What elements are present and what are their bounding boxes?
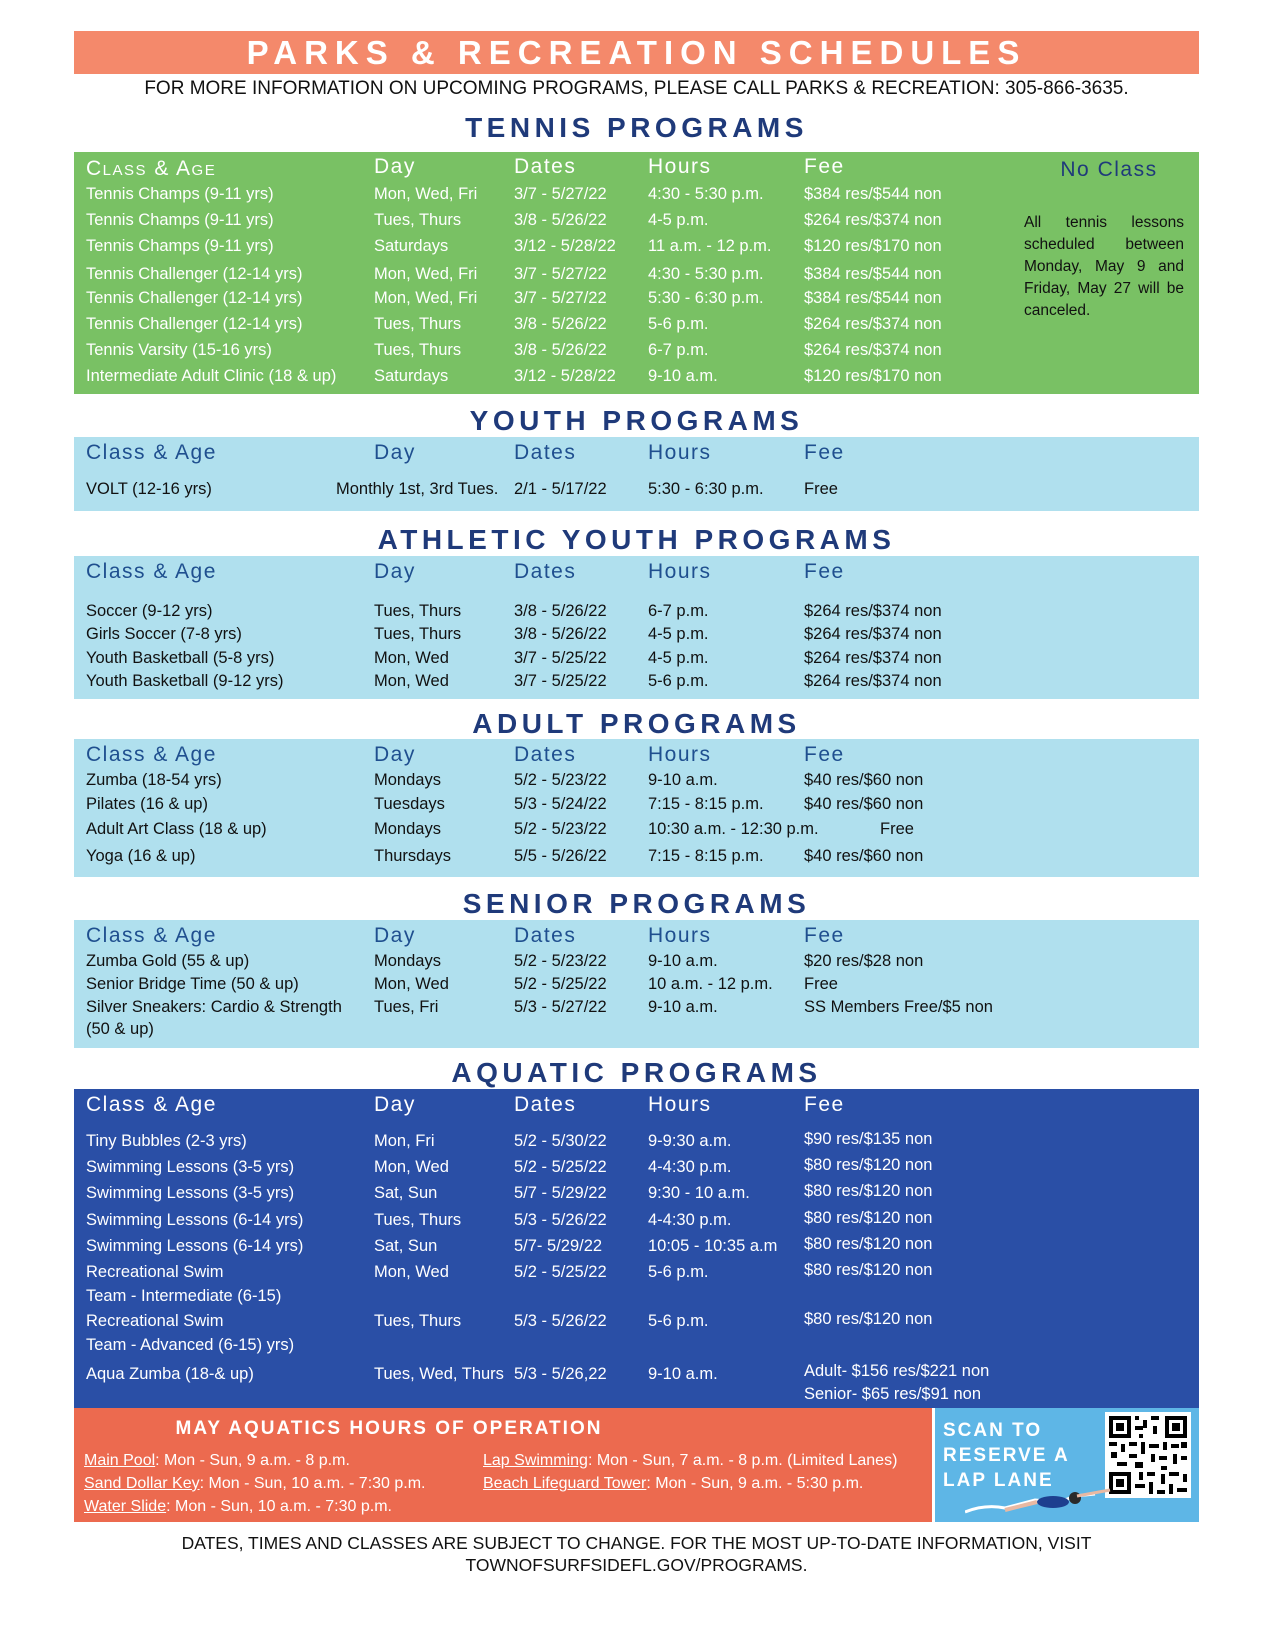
aquatic-hours: 10:05 - 10:35 a.m <box>648 1237 778 1255</box>
aquatic-dates: 5/3 - 5/26/22 <box>514 1312 607 1330</box>
adult-title: ADULT PROGRAMS <box>472 708 801 739</box>
header-dates: Dates <box>514 1093 577 1116</box>
senior-fee: $20 res/$28 non <box>804 952 924 970</box>
aquatic-dates: 5/3 - 5/26/22 <box>514 1211 607 1229</box>
tennis-class: Tennis Challenger (12-14 yrs) <box>86 289 303 307</box>
header-fee: Fee <box>804 924 845 947</box>
tennis-day: Mon, Wed, Fri <box>374 265 478 283</box>
aquatic-class: Swimming Lessons (6-14 yrs) <box>86 1237 304 1255</box>
water-slide-text: : Mon - Sun, 10 a.m. - 7:30 p.m. <box>166 1498 392 1515</box>
main-pool-label: Main Pool <box>84 1452 156 1469</box>
footer-note <box>74 1532 1199 1576</box>
tennis-dates: 3/7 - 5/27/22 <box>514 185 607 203</box>
athletic-class: Soccer (9-12 yrs) <box>86 602 213 620</box>
athletic-hours: 4-5 p.m. <box>648 625 709 643</box>
tennis-section <box>74 152 1199 394</box>
tennis-fee: $264 res/$374 non <box>804 341 942 359</box>
header-day: Day <box>374 924 416 947</box>
aquatic-class-line2: Team - Advanced (6-15) yrs) <box>86 1336 295 1354</box>
tennis-hours: 5-6 p.m. <box>648 315 709 333</box>
tennis-day: Tues, Thurs <box>374 341 462 359</box>
adult-hours: 7:15 - 8:15 p.m. <box>648 847 764 865</box>
tennis-day: Mon, Wed, Fri <box>374 289 478 307</box>
aquatic-hours: 4-4:30 p.m. <box>648 1211 732 1229</box>
tennis-hours: 11 a.m. - 12 p.m. <box>648 237 772 255</box>
aquatic-fee: $80 res/$120 non <box>804 1310 933 1328</box>
athletic-hours: 5-6 p.m. <box>648 672 709 690</box>
adult-class: Adult Art Class (18 & up) <box>86 820 267 838</box>
tennis-class: Tennis Champs (9-11 yrs) <box>86 185 274 203</box>
aquatic-fee: $80 res/$120 non <box>804 1182 933 1200</box>
header-day: Day <box>374 441 416 464</box>
header-day: Day <box>374 155 416 178</box>
tennis-dates: 3/12 - 5/28/22 <box>514 237 616 255</box>
header-fee: Fee <box>804 1093 845 1116</box>
tennis-day: Tues, Thurs <box>374 315 462 333</box>
tennis-fee: $384 res/$544 non <box>804 265 942 283</box>
youth-hours: 5:30 - 6:30 p.m. <box>648 480 764 498</box>
header-hours: Hours <box>648 560 712 583</box>
athletic-dates: 3/8 - 5/26/22 <box>514 625 607 643</box>
athletic-day: Mon, Wed <box>374 672 449 690</box>
athletic-hours: 6-7 p.m. <box>648 602 709 620</box>
qr-code-icon[interactable] <box>1105 1412 1191 1498</box>
athletic-dates: 3/7 - 5/25/22 <box>514 672 607 690</box>
hours-title: MAY AQUATICS HOURS OF OPERATION <box>175 1418 603 1439</box>
footer-url[interactable]: TOWNOFSURFSIDEFL.GOV/PROGRAMS. <box>465 1555 808 1575</box>
header-class: Class & Age <box>86 1093 217 1116</box>
header-dates: Dates <box>514 924 577 947</box>
youth-day: Monthly 1st, 3rd Tues. <box>336 480 499 498</box>
no-class-notice: All tennis lessons scheduled between Monday, May 9 and Friday, May 27 will be canceled. <box>1024 214 1184 319</box>
athletic-day: Tues, Thurs <box>374 625 462 643</box>
header-fee: Fee <box>804 441 845 464</box>
athletic-title: ATHLETIC YOUTH PROGRAMS <box>377 524 896 555</box>
tennis-day: Saturdays <box>374 367 449 385</box>
aquatic-dates: 5/2 - 5/25/22 <box>514 1263 607 1281</box>
swimmer-icon <box>965 1486 1115 1520</box>
senior-day: Mon, Wed <box>374 975 449 993</box>
lap-swimming-text: : Mon - Sun, 7 a.m. - 8 p.m. (Limited Lanes) <box>587 1452 898 1469</box>
aquatic-class: Swimming Lessons (3-5 yrs) <box>86 1158 295 1176</box>
adult-day: Tuesdays <box>374 795 445 813</box>
adult-dates: 5/3 - 5/24/22 <box>514 795 607 813</box>
header-hours: Hours <box>648 155 712 178</box>
senior-dates: 5/2 - 5/25/22 <box>514 975 607 993</box>
header-fee: Fee <box>804 155 845 178</box>
main-pool-hours <box>84 1450 350 1472</box>
header-class: Class & Age <box>86 743 217 766</box>
tennis-hours: 4:30 - 5:30 p.m. <box>648 185 764 203</box>
hours-of-operation <box>74 1408 932 1522</box>
tennis-dates: 3/12 - 5/28/22 <box>514 367 616 385</box>
scan-line-1: SCAN TO <box>943 1420 1043 1441</box>
athletic-fee: $264 res/$374 non <box>804 602 942 620</box>
lap-swimming-hours <box>483 1450 897 1472</box>
header-dates: Dates <box>514 155 577 178</box>
youth-class: VOLT (12-16 yrs) <box>86 480 212 498</box>
athletic-dates: 3/7 - 5/25/22 <box>514 649 607 667</box>
aquatic-fee: $80 res/$120 non <box>804 1235 933 1253</box>
tennis-fee: $120 res/$170 non <box>804 367 942 385</box>
aquatic-fee: $80 res/$120 non <box>804 1156 933 1174</box>
adult-day: Mondays <box>374 820 441 838</box>
senior-class-line2: (50 & up) <box>86 1020 154 1038</box>
youth-title: YOUTH PROGRAMS <box>469 405 804 436</box>
scan-line-3: LAP LANE <box>943 1470 1054 1491</box>
header-class: Class & Age <box>86 924 217 947</box>
aquatic-class: Swimming Lessons (3-5 yrs) <box>86 1184 295 1202</box>
adult-day: Thursdays <box>374 847 452 865</box>
tennis-class: Tennis Champs (9-11 yrs) <box>86 237 274 255</box>
sand-dollar-text: : Mon - Sun, 10 a.m. - 7:30 p.m. <box>199 1475 426 1492</box>
water-slide-label: Water Slide <box>84 1498 167 1515</box>
header-hours: Hours <box>648 1093 712 1116</box>
aquatic-class: Recreational Swim <box>86 1312 224 1330</box>
header-class: Class & Age <box>86 157 217 180</box>
senior-fee: SS Members Free/$5 non <box>804 998 993 1016</box>
aquatic-day: Tues, Thurs <box>374 1312 462 1330</box>
beach-tower-hours <box>483 1473 863 1495</box>
athletic-fee: $264 res/$374 non <box>804 672 942 690</box>
adult-dates: 5/2 - 5/23/22 <box>514 820 607 838</box>
adult-fee: $40 res/$60 non <box>804 795 924 813</box>
footer-line-1: DATES, TIMES AND CLASSES ARE SUBJECT TO CHANGE. FOR THE MOST UP-TO-DATE INFORMATION, VISIT <box>181 1533 1092 1553</box>
water-slide-hours <box>84 1496 392 1518</box>
adult-class: Yoga (16 & up) <box>86 847 196 865</box>
senior-dates: 5/3 - 5/27/22 <box>514 998 607 1016</box>
tennis-day: Saturdays <box>374 237 449 255</box>
aquatic-hours: 9:30 - 10 a.m. <box>648 1184 750 1202</box>
athletic-section <box>74 556 1199 699</box>
senior-section <box>74 920 1199 1048</box>
adult-day: Mondays <box>374 771 441 789</box>
tennis-hours: 5:30 - 6:30 p.m. <box>648 289 764 307</box>
adult-section <box>74 739 1199 877</box>
senior-title: SENIOR PROGRAMS <box>462 888 811 919</box>
aquatic-hours: 5-6 p.m. <box>648 1263 709 1281</box>
aquatic-fee: $90 res/$135 non <box>804 1130 933 1148</box>
aquatic-class-line2: Team - Intermediate (6-15) <box>86 1287 282 1305</box>
adult-hours: 10:30 a.m. - 12:30 p.m. <box>648 820 819 838</box>
athletic-fee: $264 res/$374 non <box>804 649 942 667</box>
senior-hours: 9-10 a.m. <box>648 952 718 970</box>
athletic-day: Tues, Thurs <box>374 602 462 620</box>
senior-class: Silver Sneakers: Cardio & Strength <box>86 998 342 1016</box>
header-class: Class & Age <box>86 441 217 464</box>
tennis-class: Intermediate Adult Clinic (18 & up) <box>86 367 337 385</box>
athletic-hours: 4-5 p.m. <box>648 649 709 667</box>
adult-class: Pilates (16 & up) <box>86 795 208 813</box>
aquatic-hours: 9-9:30 a.m. <box>648 1132 732 1150</box>
tennis-title: TENNIS PROGRAMS <box>465 112 808 143</box>
tennis-class: Tennis Challenger (12-14 yrs) <box>86 265 303 283</box>
aquatic-hours: 5-6 p.m. <box>648 1312 709 1330</box>
adult-fee: $40 res/$60 non <box>804 771 924 789</box>
aquatic-class: Tiny Bubbles (2-3 yrs) <box>86 1132 247 1150</box>
aquatic-day: Mon, Wed <box>374 1158 449 1176</box>
info-line: FOR MORE INFORMATION ON UPCOMING PROGRAMS, PLEASE CALL PARKS & RECREATION: 305-866-3635. <box>144 78 1129 99</box>
senior-day: Tues, Fri <box>374 998 439 1016</box>
main-pool-text: : Mon - Sun, 9 a.m. - 8 p.m. <box>155 1452 350 1469</box>
tennis-fee: $264 res/$374 non <box>804 211 942 229</box>
aquatic-day: Sat, Sun <box>374 1184 438 1202</box>
adult-hours: 7:15 - 8:15 p.m. <box>648 795 764 813</box>
aquatic-fee-line2: Senior- $65 res/$91 non <box>804 1385 982 1403</box>
senior-class: Senior Bridge Time (50 & up) <box>86 975 299 993</box>
header-day: Day <box>374 743 416 766</box>
aquatic-dates: 5/3 - 5/26,22 <box>514 1365 607 1383</box>
tennis-dates: 3/8 - 5/26/22 <box>514 315 607 333</box>
header-hours: Hours <box>648 743 712 766</box>
header-day: Day <box>374 560 416 583</box>
no-class-title: No Class <box>1060 158 1158 181</box>
header-hours: Hours <box>648 441 712 464</box>
page-banner: PARKS & RECREATION SCHEDULES <box>74 31 1199 74</box>
aquatic-fee: $80 res/$120 non <box>804 1209 933 1227</box>
tennis-class: Tennis Varsity (15-16 yrs) <box>86 341 272 359</box>
youth-fee: Free <box>804 480 838 498</box>
beach-tower-label: Beach Lifeguard Tower <box>483 1475 647 1492</box>
header-dates: Dates <box>514 441 577 464</box>
senior-fee: Free <box>804 975 838 993</box>
header-dates: Dates <box>514 743 577 766</box>
senior-class: Zumba Gold (55 & up) <box>86 952 250 970</box>
aquatic-fee: $80 res/$120 non <box>804 1261 933 1279</box>
aquatic-day: Sat, Sun <box>374 1237 438 1255</box>
header-day: Day <box>374 1093 416 1116</box>
senior-hours: 9-10 a.m. <box>648 998 718 1016</box>
tennis-hours: 4-5 p.m. <box>648 211 709 229</box>
tennis-dates: 3/8 - 5/26/22 <box>514 211 607 229</box>
tennis-dates: 3/8 - 5/26/22 <box>514 341 607 359</box>
header-fee: Fee <box>804 743 845 766</box>
scan-lap-lane-panel <box>935 1408 1199 1522</box>
header-fee: Fee <box>804 560 845 583</box>
senior-hours: 10 a.m. - 12 p.m. <box>648 975 773 993</box>
tennis-dates: 3/7 - 5/27/22 <box>514 265 607 283</box>
athletic-dates: 3/8 - 5/26/22 <box>514 602 607 620</box>
youth-dates: 2/1 - 5/17/22 <box>514 480 607 498</box>
adult-hours: 9-10 a.m. <box>648 771 718 789</box>
tennis-fee: $264 res/$374 non <box>804 315 942 333</box>
tennis-day: Tues, Thurs <box>374 211 462 229</box>
header-class: Class & Age <box>86 560 217 583</box>
athletic-class: Girls Soccer (7-8 yrs) <box>86 625 242 643</box>
adult-dates: 5/2 - 5/23/22 <box>514 771 607 789</box>
sand-dollar-label: Sand Dollar Key <box>84 1475 200 1492</box>
tennis-hours: 6-7 p.m. <box>648 341 709 359</box>
athletic-class: Youth Basketball (9-12 yrs) <box>86 672 284 690</box>
aquatic-hours: 4-4:30 p.m. <box>648 1158 732 1176</box>
aquatic-day: Tues, Thurs <box>374 1211 462 1229</box>
athletic-day: Mon, Wed <box>374 649 449 667</box>
aquatic-dates: 5/2 - 5/25/22 <box>514 1158 607 1176</box>
aquatic-day: Mon, Wed <box>374 1263 449 1281</box>
adult-class: Zumba (18-54 yrs) <box>86 771 222 789</box>
header-hours: Hours <box>648 924 712 947</box>
tennis-fee: $120 res/$170 non <box>804 237 942 255</box>
aquatic-class: Aqua Zumba (18-& up) <box>86 1365 254 1383</box>
scan-caption <box>943 1418 1070 1493</box>
tennis-hours: 4:30 - 5:30 p.m. <box>648 265 764 283</box>
aquatic-class: Recreational Swim <box>86 1263 224 1281</box>
tennis-class: Tennis Champs (9-11 yrs) <box>86 211 274 229</box>
senior-day: Mondays <box>374 952 441 970</box>
adult-dates: 5/5 - 5/26/22 <box>514 847 607 865</box>
aquatic-dates: 5/7 - 5/29/22 <box>514 1184 607 1202</box>
aquatic-fee: Adult- $156 res/$221 non <box>804 1362 990 1380</box>
tennis-fee: $384 res/$544 non <box>804 185 942 203</box>
tennis-day: Mon, Wed, Fri <box>374 185 478 203</box>
tennis-dates: 3/7 - 5/27/22 <box>514 289 607 307</box>
aquatic-section <box>74 1089 1199 1408</box>
athletic-fee: $264 res/$374 non <box>804 625 942 643</box>
adult-fee: $40 res/$60 non <box>804 847 924 865</box>
adult-fee: Free <box>880 820 914 838</box>
header-dates: Dates <box>514 560 577 583</box>
tennis-class: Tennis Challenger (12-14 yrs) <box>86 315 303 333</box>
senior-dates: 5/2 - 5/23/22 <box>514 952 607 970</box>
scan-line-2: RESERVE A <box>943 1445 1070 1466</box>
aquatic-day: Mon, Fri <box>374 1132 435 1150</box>
youth-section <box>74 437 1199 511</box>
aquatic-title: AQUATIC PROGRAMS <box>451 1057 822 1088</box>
sand-dollar-hours <box>84 1473 426 1495</box>
tennis-fee: $384 res/$544 non <box>804 289 942 307</box>
aquatic-class: Swimming Lessons (6-14 yrs) <box>86 1211 304 1229</box>
athletic-class: Youth Basketball (5-8 yrs) <box>86 649 275 667</box>
lap-swimming-label: Lap Swimming <box>483 1452 588 1469</box>
tennis-hours: 9-10 a.m. <box>648 367 718 385</box>
aquatic-dates: 5/2 - 5/30/22 <box>514 1132 607 1150</box>
aquatic-day: Tues, Wed, Thurs <box>374 1365 504 1383</box>
aquatic-dates: 5/7- 5/29/22 <box>514 1237 603 1255</box>
beach-tower-text: : Mon - Sun, 9 a.m. - 5:30 p.m. <box>646 1475 864 1492</box>
aquatic-hours: 9-10 a.m. <box>648 1365 718 1383</box>
